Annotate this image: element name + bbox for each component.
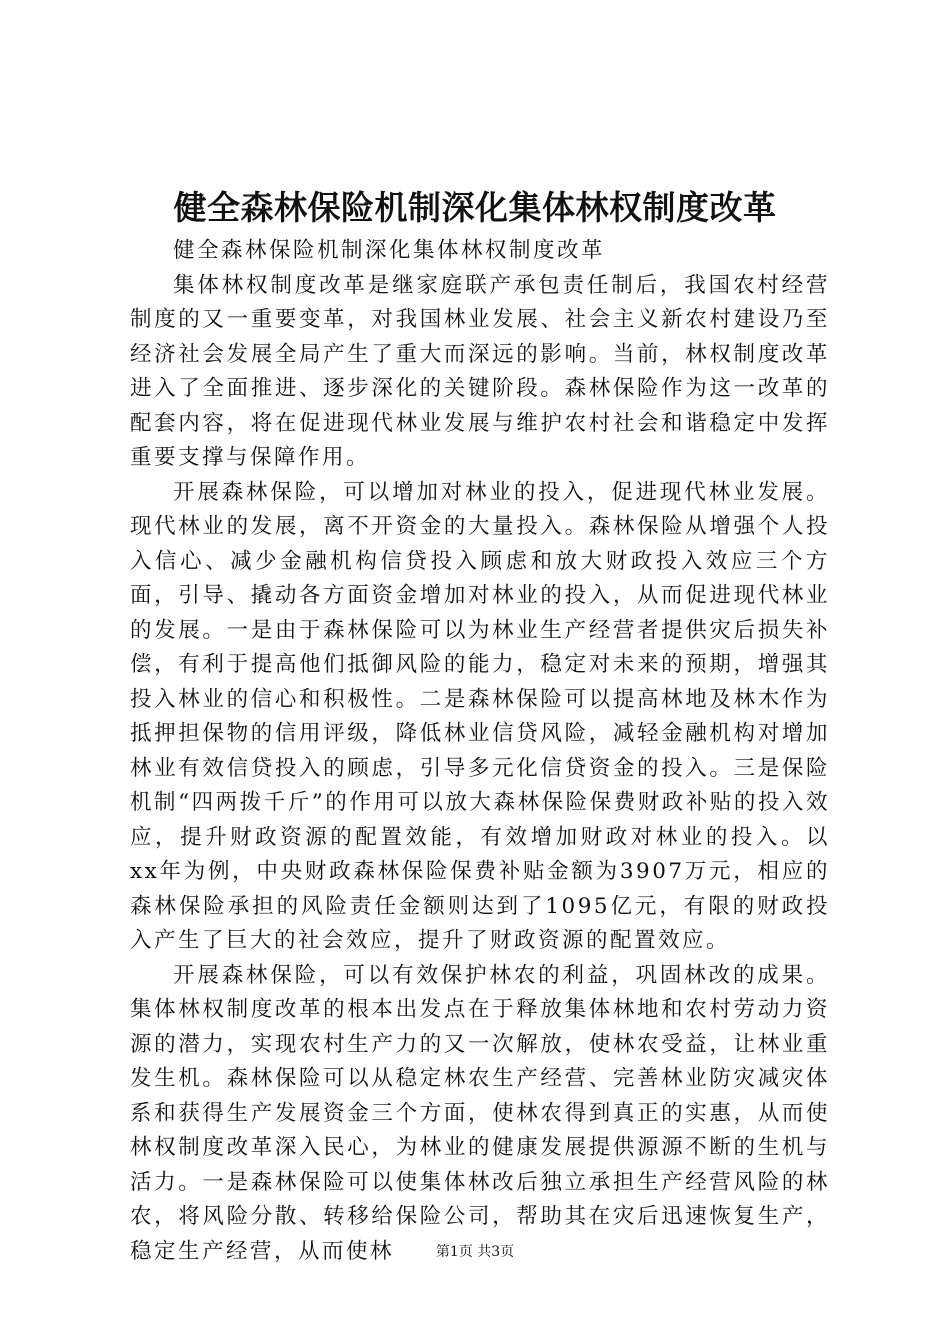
body-paragraph: 集体林权制度改革是继家庭联产承包责任制后，我国农村经营制度的又一重要变革，对我国林业发展、社会主义新农村建设乃至经济社会发展全局产生了重大而深远的影响。当前，林权制度改革进入了全面推进、逐步深化的关键阶段。森林保险作为这一改革的配套内容，将在促进现代林业发展与维护农村社会和谐稳定中发挥重要支撑与保障作用。 xyxy=(130,272,830,470)
body-paragraph: 健全森林保险机制深化集体林权制度改革 xyxy=(173,238,606,263)
body-paragraph: 开展森林保险，可以增加对林业的投入，促进现代林业发展。现代林业的发展，离不开资金的大量投入。森林保险从增强个人投入信心、减少金融机构信贷投入顾虑和放大财政投入效应三个方面，引导、撬动各方面资金增加对林业的投入，从而促进现代林业的发展。一是由于森林保险可以为林业生产经营者提供灾后损失补偿，有利于提高他们抵御风险的能力，稳定对未来的预期，增强其投入林业的信心和积极性。二是森林保险可以提高林地及林木作为抵押担保物的信用评级，降低林业信贷风险，减轻金融机构对增加林业有效信贷投入的顾虑，引导多元化信贷资金的投入。三是保险机制“四两拨千斤”的作用可以放大森林保险保费财政补贴的投入效应，提升财政资源的配置效能，有效增加财政对林业的投入。以xx年为例，中央财政森林保险保费补贴金额为3907万元，相应的森林保险承担的风险责任金额则达到了1095亿元，有限的财政投入产生了巨大的社会效应，提升了财政资源的配置效应。 xyxy=(130,479,830,953)
document-title: 健全森林保险机制深化集体林权制度改革 xyxy=(173,188,777,227)
page-number-footer: 第1页 共3页 xyxy=(435,1244,515,1260)
body-paragraph: 开展森林保险，可以有效保护林农的利益，巩固林改的成果。集体林权制度改革的根本出发点在于释放集体林地和农村劳动力资源的潜力，实现农村生产力的又一次解放，使林农受益，让林业重发生机。森林保险可以从稳定林农生产经营、完善林业防灾减灾体系和获得生产发展资金三个方面，使林农得到真正的实惠，从而使林权制度改革深入民心，为林业的健康发展提供源源不断的生机与活力。一是森林保险可以使集体林改后独立承担生产经营风险的林农，将风险分散、转移给保险公司，帮助其在灾后迅速恢复生产，稳定生产经营，从而使林 xyxy=(130,962,830,1264)
document-body xyxy=(130,234,830,1269)
